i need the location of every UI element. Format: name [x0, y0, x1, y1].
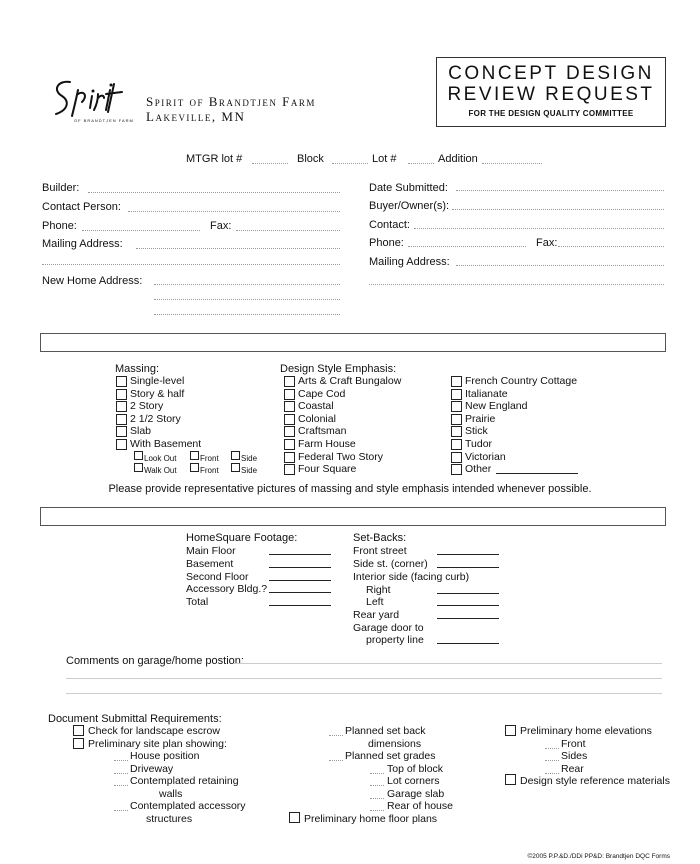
style-new-england-label: New England	[465, 400, 528, 413]
setback-interior-label: Interior side (facing curb)	[353, 571, 470, 583]
massing-slab-label: Slab	[130, 425, 152, 438]
footage-basement-label: Basement	[186, 557, 234, 570]
home-elevations-checkbox[interactable]	[505, 725, 516, 736]
massing-heading: Massing:	[115, 363, 160, 375]
set-back-dimensions-label-2: dimensions	[368, 738, 422, 750]
walk-out-side-checkbox[interactable]	[231, 463, 240, 472]
style-farm-house-label: Farm House	[298, 438, 356, 450]
fax-label: Fax:	[210, 220, 232, 232]
title-subtitle: FOR THE DESIGN QUALITY COMMITTEE	[468, 109, 634, 118]
style-other-checkbox[interactable]	[451, 464, 462, 475]
date-submitted-label: Date Submitted:	[369, 182, 448, 194]
contact-person-label: Contact Person:	[42, 201, 121, 213]
style-stick-checkbox[interactable]	[451, 426, 462, 437]
buyer-phone-label: Phone:	[369, 237, 404, 249]
footage-basement-field[interactable]	[269, 567, 331, 568]
mailing-address-field[interactable]	[136, 248, 340, 249]
setback-front-label: Front street	[353, 545, 407, 557]
landscape-escrow-checkbox[interactable]	[73, 725, 84, 736]
house-position-label: House position	[130, 750, 200, 762]
buyer-owner-label: Buyer/Owner(s):	[369, 200, 450, 212]
mailing-address-label: Mailing Address:	[42, 238, 123, 250]
setback-garage-field[interactable]	[437, 643, 499, 644]
style-french-country-cottage-label: French Country Cottage	[465, 375, 578, 387]
buyer-mailing-field[interactable]	[456, 265, 664, 266]
setback-garage-label-2: property line	[366, 634, 424, 646]
massing-single-level-label: Single-level	[130, 375, 185, 387]
logo	[48, 76, 140, 126]
reference-materials-checkbox[interactable]	[505, 774, 516, 785]
style-tudor-label: Tudor	[465, 438, 493, 450]
elevation-rear-blank[interactable]	[545, 773, 559, 774]
block-label: Block	[297, 153, 324, 165]
elevation-sides-label: Sides	[561, 750, 588, 762]
style-colonial-label: Colonial	[298, 412, 336, 425]
floor-plans-label: Preliminary home floor plans	[304, 813, 438, 825]
design-style-heading: Design Style Emphasis:	[280, 363, 397, 375]
prelim-site-plan-checkbox[interactable]	[73, 738, 84, 749]
style-craftsman-checkbox[interactable]	[284, 426, 295, 437]
driveway-label: Driveway	[130, 763, 174, 775]
footage-total-field[interactable]	[269, 605, 331, 606]
style-federal-two-story-label: Federal Two Story	[298, 450, 384, 463]
contact-field[interactable]	[414, 228, 664, 229]
comments-field-2[interactable]	[66, 678, 662, 679]
style-federal-two-story-checkbox[interactable]	[284, 452, 295, 463]
setback-left-field[interactable]	[437, 605, 499, 606]
elevation-rear-label: Rear	[561, 763, 584, 775]
style-colonial-checkbox[interactable]	[284, 414, 295, 425]
phone-field[interactable]	[82, 230, 200, 231]
buyer-fax-label: Fax:	[536, 237, 558, 249]
elevation-sides-blank[interactable]	[545, 760, 559, 761]
new-home-address-field-2[interactable]	[154, 299, 340, 300]
style-victorian-label: Victorian	[465, 450, 506, 463]
massing-2-1-2-story-label: 2 1/2 Story	[130, 412, 181, 425]
lot-corners-label: Lot corners	[387, 775, 440, 787]
style-victorian-checkbox[interactable]	[451, 452, 462, 463]
buyer-fax-field[interactable]	[558, 246, 664, 247]
accessory-structures-label: Contemplated accessory	[130, 800, 246, 812]
footage-main-floor-field[interactable]	[269, 554, 331, 555]
footage-total-label: Total	[186, 596, 209, 609]
retaining-walls-label: Contemplated retaining	[130, 775, 239, 787]
retaining-walls-label-2: walls	[159, 788, 183, 800]
lot-label: Lot #	[372, 153, 397, 165]
mtgr-lot-label: MTGR lot #	[186, 153, 243, 165]
new-home-address-field[interactable]	[154, 284, 340, 285]
elevation-front-blank[interactable]	[545, 748, 559, 749]
style-farm-house-checkbox[interactable]	[284, 439, 295, 450]
title-line-2: REVIEW REQUEST	[447, 84, 655, 105]
massing-single-level-checkbox[interactable]	[116, 376, 127, 387]
prelim-site-plan-label: Preliminary site plan showing:	[88, 738, 227, 750]
contact-person-field[interactable]	[128, 211, 340, 212]
style-italianate-label: Italianate	[465, 387, 508, 400]
buyer-mailing-field-2[interactable]	[369, 284, 664, 285]
builder-label: Builder:	[42, 182, 80, 194]
style-cape-cod-label: Cape Cod	[298, 387, 346, 400]
footage-main-floor-label: Main Floor	[186, 545, 236, 557]
style-coastal-label: Coastal	[298, 400, 334, 413]
walk-out-front-label: Front	[200, 466, 219, 475]
retaining-walls-blank[interactable]	[114, 785, 128, 786]
setback-right-label: Right	[366, 584, 391, 596]
massing-story-half-checkbox[interactable]	[116, 389, 127, 400]
footer-credit: ©2005 P.P.&D./DDi PP&D: Brandtjen DQC Forms	[527, 853, 670, 860]
style-prairie-checkbox[interactable]	[451, 414, 462, 425]
title-box	[436, 57, 666, 127]
rear-of-house-label: Rear of house	[387, 800, 453, 812]
style-four-square-label: Four Square	[298, 463, 357, 476]
footage-second-floor-label: Second Floor	[186, 570, 249, 583]
massing-2-story-label: 2 Story	[130, 400, 164, 413]
style-other-label: Other	[465, 463, 492, 476]
floor-plans-checkbox[interactable]	[289, 812, 300, 823]
setbacks-heading: Set-Backs:	[353, 532, 407, 544]
pictures-note: Please provide representative pictures of massing and style emphasis intended whenever possible.	[108, 483, 592, 495]
setback-side-corner-label: Side st. (corner)	[353, 558, 428, 570]
doc-req-heading: Document Submittal Requirements:	[48, 713, 222, 725]
look-out-side-label: Side	[241, 454, 258, 463]
phone-label: Phone:	[42, 220, 77, 232]
landscape-escrow-label: Check for landscape escrow	[88, 725, 220, 737]
house-position-blank[interactable]	[114, 760, 128, 761]
style-craftsman-label: Craftsman	[298, 425, 347, 438]
style-coastal-checkbox[interactable]	[284, 401, 295, 412]
footage-second-floor-field[interactable]	[269, 580, 331, 581]
set-grades-label: Planned set grades	[345, 750, 436, 762]
new-home-address-label: New Home Address:	[42, 275, 143, 287]
mailing-address-field-2[interactable]	[42, 264, 340, 265]
addition-label: Addition	[438, 153, 478, 165]
comments-field-3[interactable]	[66, 693, 662, 694]
rear-of-house-blank[interactable]	[370, 810, 384, 811]
massing-with-basement-checkbox[interactable]	[116, 439, 127, 450]
lot-corners-blank[interactable]	[370, 785, 384, 786]
look-out-label: Look Out	[144, 454, 177, 463]
setback-left-label: Left	[366, 596, 384, 608]
set-back-dimensions-label: Planned set back	[345, 725, 426, 737]
title-line-1: CONCEPT DESIGN	[448, 63, 654, 84]
walk-out-front-checkbox[interactable]	[190, 463, 199, 472]
walk-out-label: Walk Out	[144, 466, 177, 475]
comments-label: Comments on garage/home postion:	[66, 655, 244, 667]
elevation-front-label: Front	[561, 738, 586, 750]
mtgr-lot-field[interactable]	[252, 163, 288, 164]
massing-slab-checkbox[interactable]	[116, 426, 127, 437]
buyer-mailing-label: Mailing Address:	[369, 256, 450, 268]
walk-out-side-label: Side	[241, 466, 258, 475]
lot-field[interactable]	[408, 163, 434, 164]
style-arts-craft-bungalow-label: Arts & Craft Bungalow	[298, 375, 402, 387]
style-italianate-checkbox[interactable]	[451, 389, 462, 400]
massing-with-basement-label: With Basement	[130, 438, 202, 450]
look-out-front-label: Front	[200, 454, 219, 463]
top-of-block-blank[interactable]	[370, 773, 384, 774]
setback-rear-label: Rear yard	[353, 609, 400, 621]
style-arts-craft-bungalow-checkbox[interactable]	[284, 376, 295, 387]
setback-garage-label: Garage door to	[353, 622, 424, 634]
garage-slab-blank[interactable]	[370, 798, 384, 799]
buyer-phone-field[interactable]	[408, 246, 526, 247]
footage-accessory-bldg-field[interactable]	[269, 592, 331, 593]
set-grades-blank[interactable]	[329, 760, 343, 761]
style-new-england-checkbox[interactable]	[451, 401, 462, 412]
style-stick-label: Stick	[465, 425, 488, 438]
style-four-square-checkbox[interactable]	[284, 464, 295, 475]
section-divider-bar-2	[40, 507, 666, 526]
garage-slab-label: Garage slab	[387, 788, 445, 800]
style-prairie-label: Prairie	[465, 412, 496, 425]
block-field[interactable]	[332, 163, 368, 164]
logo-tagline: OF BRANDTJEN FARM	[74, 118, 134, 123]
footage-accessory-bldg-label: Accessory Bldg.?	[186, 583, 268, 596]
contact-label: Contact:	[369, 219, 410, 231]
comments-field[interactable]	[234, 663, 662, 664]
setback-front-field[interactable]	[437, 554, 499, 555]
massing-2-1-2-story-checkbox[interactable]	[116, 414, 127, 425]
top-of-block-label: Top of block	[387, 763, 444, 775]
accessory-structures-blank[interactable]	[114, 810, 128, 811]
addition-field[interactable]	[482, 163, 542, 164]
massing-2-story-checkbox[interactable]	[116, 401, 127, 412]
setback-rear-field[interactable]	[437, 618, 499, 619]
massing-story-half-label: Story & half	[130, 387, 185, 400]
org-name: Spirit of Brandtjen Farm	[146, 94, 316, 109]
reference-materials-label: Design style reference materials	[520, 775, 670, 787]
driveway-blank[interactable]	[114, 773, 128, 774]
date-submitted-field[interactable]	[456, 190, 664, 191]
section-divider-bar	[40, 333, 666, 352]
setback-right-field[interactable]	[437, 593, 499, 594]
set-back-dimensions-blank[interactable]	[329, 735, 343, 736]
look-out-front-checkbox[interactable]	[190, 451, 199, 460]
walk-out-checkbox[interactable]	[134, 463, 143, 472]
home-elevations-label: Preliminary home elevations	[520, 725, 652, 737]
style-french-country-cottage-checkbox[interactable]	[451, 376, 462, 387]
look-out-side-checkbox[interactable]	[231, 451, 240, 460]
style-cape-cod-checkbox[interactable]	[284, 389, 295, 400]
buyer-owner-field[interactable]	[452, 209, 664, 210]
fax-field[interactable]	[236, 230, 340, 231]
accessory-structures-label-2: structures	[146, 813, 193, 825]
footage-heading: HomeSquare Footage:	[186, 532, 298, 544]
new-home-address-field-3[interactable]	[154, 314, 340, 315]
other-style-field[interactable]	[496, 473, 578, 474]
style-tudor-checkbox[interactable]	[451, 439, 462, 450]
look-out-checkbox[interactable]	[134, 451, 143, 460]
builder-field[interactable]	[88, 192, 340, 193]
org-city: Lakeville, MN	[146, 109, 246, 124]
setback-side-corner-field[interactable]	[437, 567, 499, 568]
